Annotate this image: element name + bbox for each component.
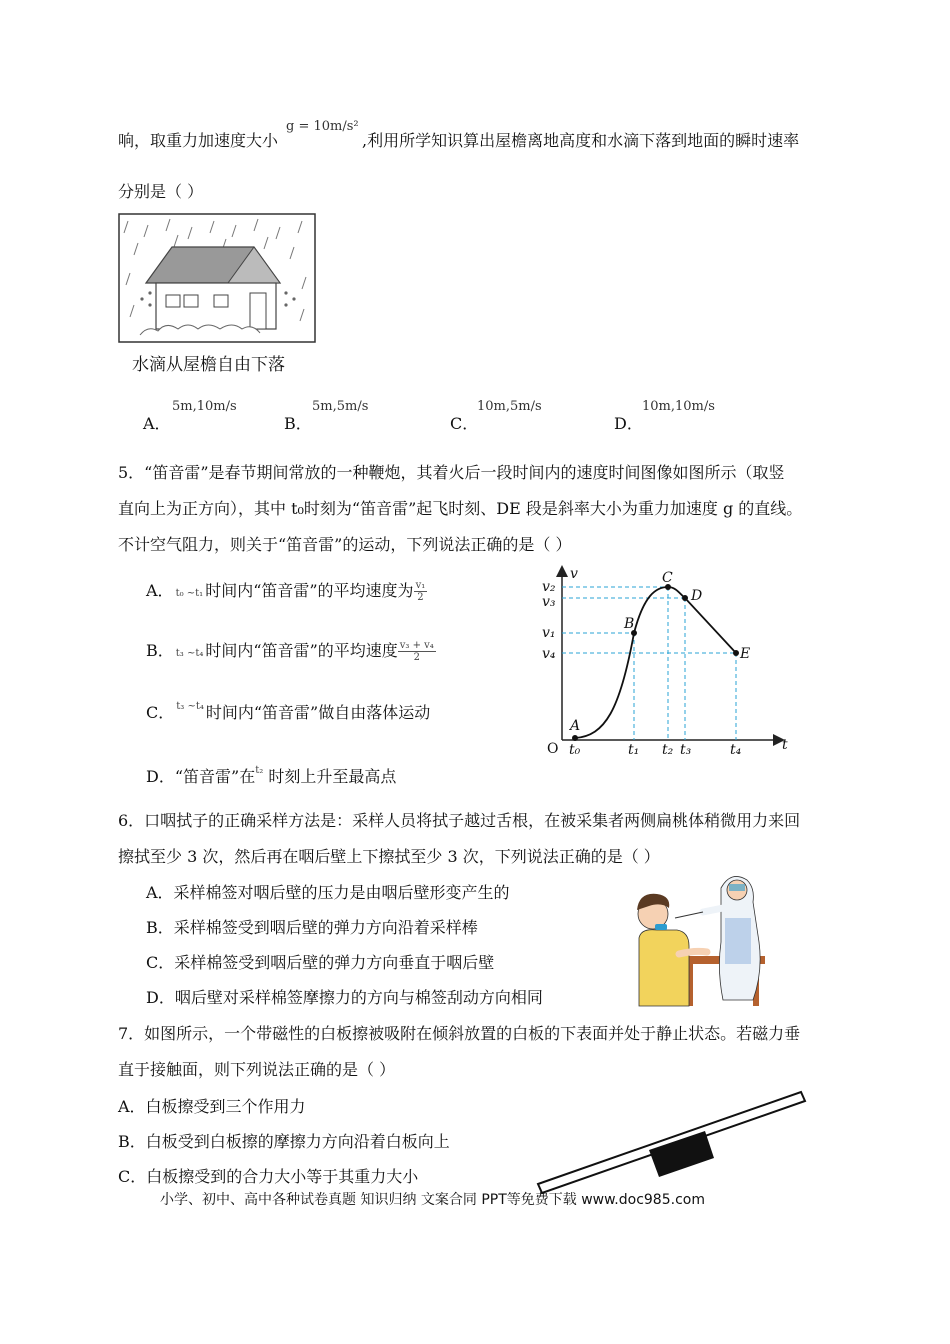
point-a-dot <box>572 735 578 741</box>
t0-label: t₀ <box>569 742 581 758</box>
q6-line1: 6．口咽拭子的正确采样方法是：采样人员将拭子越过舌根，在被采集者两侧扁桃体稍微用力来回 <box>118 811 801 830</box>
point-e-label: E <box>740 646 751 662</box>
v1-label: v₁ <box>542 625 556 641</box>
q6-option-d: D．咽后壁对采样棉签摩擦力的方向与棉签刮动方向相同 <box>146 988 543 1007</box>
q4-option-c-value: 10m,5m/s <box>477 399 542 414</box>
footer-text: 小学、初中、高中各种试卷真题 知识归纳 文案合同 PPT等免费下载 www.doc985.com <box>160 1192 705 1208</box>
point-d-label: D <box>691 588 703 604</box>
q5-option-b <box>146 638 436 663</box>
q7-option-a: A．白板擦受到三个作用力 <box>118 1097 306 1116</box>
q4-option-a-value: 5m,10m/s <box>172 399 237 414</box>
fraction-numerator: v₁ <box>415 580 426 591</box>
q6-option-a: A．采样棉签对咽后壁的压力是由咽后壁形变产生的 <box>146 883 510 902</box>
t4-label: t₄ <box>730 742 742 758</box>
q5-option-d-pre: “笛音雷”在 <box>174 767 256 786</box>
q5-option-d <box>146 764 396 787</box>
q4-option-d-value: 10m,10m/s <box>642 399 715 414</box>
q4-line1-prefix: 响，取重力加速度大小 <box>118 131 279 150</box>
swab-sampling-image <box>625 868 775 1008</box>
q5-option-c <box>146 700 430 723</box>
q5-option-b-interval: t₃ ~t₄ <box>175 648 204 659</box>
q6-option-c: C．采样棉签受到咽后壁的弹力方向垂直于咽后壁 <box>146 953 495 972</box>
q5-option-a-label: A． <box>146 581 174 600</box>
velocity-curve <box>575 587 736 738</box>
q4-option-d-label: D． <box>614 414 643 433</box>
v4-label: v₄ <box>542 646 556 662</box>
q5-option-b-fraction <box>398 640 436 663</box>
q5-option-a-fraction <box>414 580 428 603</box>
t-axis-label: t <box>782 737 788 753</box>
v-axis-label: v <box>570 566 578 582</box>
whiteboard-eraser-image <box>535 1088 810 1200</box>
q4-option-a-label: A． <box>143 414 171 433</box>
q4-option-c-label: C． <box>450 414 479 433</box>
fraction-denominator: 2 <box>413 652 420 663</box>
point-a-label: A <box>570 718 581 734</box>
q4-line1-suffix: ,利用所学知识算出屋檐离地高度和水滴下落到地面的瞬时速率 <box>362 131 800 150</box>
t2-label: t₂ <box>662 742 674 758</box>
fraction-denominator: 2 <box>417 592 424 603</box>
q4-image-caption: 水滴从屋檐自由下落 <box>132 355 285 375</box>
q5-option-c-interval: t₃ ~t₄ <box>176 701 204 712</box>
t1-label: t₁ <box>628 742 640 758</box>
q5-option-c-text: 时间内“笛音雷”做自由落体运动 <box>205 703 431 722</box>
q5-option-a <box>146 578 427 603</box>
q7-option-b: B．白板受到白板擦的摩擦力方向沿着白板向上 <box>118 1132 450 1151</box>
q4-option-b-label: B． <box>284 414 312 433</box>
q5-option-b-text: 时间内“笛音雷”的平均速度 <box>205 641 398 660</box>
q4-gravity-formula: g = 10m/s² <box>286 119 359 134</box>
v3-label: v₃ <box>542 594 556 610</box>
t3-label: t₃ <box>680 742 692 758</box>
point-c-label: C <box>662 570 673 586</box>
q5-option-d-time: t₂ <box>255 765 264 776</box>
q5-option-a-text: 时间内“笛音雷”的平均速度为 <box>205 581 414 600</box>
point-e-dot <box>733 650 739 656</box>
q5-option-c-label: C． <box>146 703 175 722</box>
point-d-dot <box>682 595 688 601</box>
q5-line3: 不计空气阻力，则关于“笛音雷”的运动，下列说法正确的是（ ） <box>118 535 572 554</box>
q4-line2: 分别是（ ） <box>118 182 204 201</box>
q7-line1: 7．如图所示，一个带磁性的白板擦被吸附在倾斜放置的白板的下表面并处于静止状态。若磁力垂 <box>118 1024 801 1043</box>
q4-option-b-value: 5m,5m/s <box>312 399 369 414</box>
q6-line2: 擦拭至少 3 次，然后再在咽后壁上下擦拭至少 3 次，下列说法正确的是（ ） <box>118 847 660 866</box>
point-b-label: B <box>624 616 635 632</box>
fraction-numerator: v₃ + v₄ <box>399 640 434 651</box>
q7-line2: 直于接触面，则下列说法正确的是（ ） <box>118 1060 396 1079</box>
vt-graph <box>530 560 800 760</box>
q5-option-b-label: B． <box>146 641 174 660</box>
q5-line1: 5．“笛音雷”是春节期间常放的一种鞭炮，其着火后一段时间内的速度时间图像如图所示（取竖 <box>118 463 785 482</box>
q6-option-b: B．采样棉签受到咽后壁的弹力方向沿着采样棒 <box>146 918 478 937</box>
v2-label: v₂ <box>542 579 556 595</box>
origin-label: O <box>547 741 559 757</box>
house-rain-image <box>118 213 316 343</box>
q5-line2: 直向上为正方向），其中 t₀时刻为“笛音雷”起飞时刻、DE 段是斜率大小为重力加速度 g 的直线。 <box>118 499 803 518</box>
q5-option-d-label: D． <box>146 767 175 786</box>
q5-option-a-interval: t₀ ~t₁ <box>175 588 204 599</box>
q7-option-c: C．白板擦受到的合力大小等于其重力大小 <box>118 1167 419 1186</box>
q5-option-d-post: 时刻上升至最高点 <box>263 767 397 786</box>
